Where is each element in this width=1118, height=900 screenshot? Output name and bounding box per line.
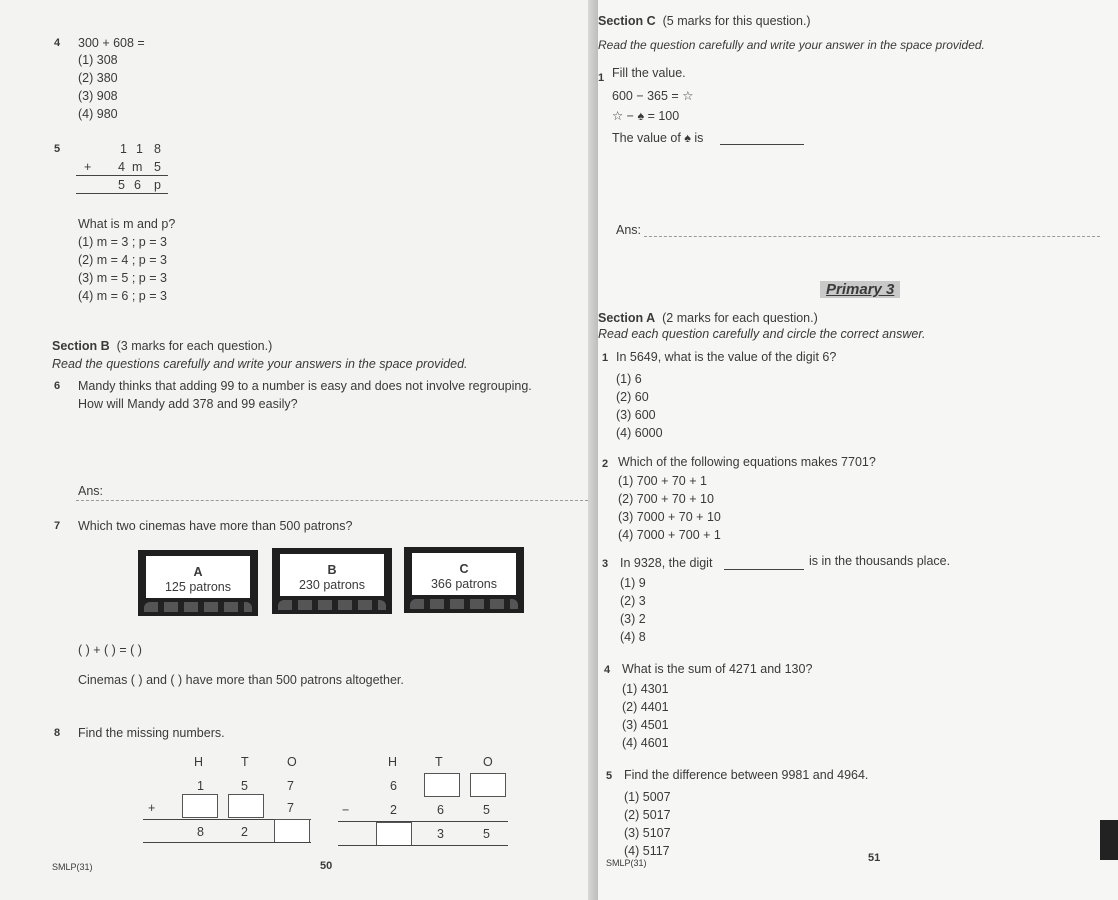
sum-line xyxy=(76,175,168,176)
value-prefix: The value of xyxy=(612,131,681,145)
section-marks: (2 marks for each question.) xyxy=(662,311,818,325)
option: (1) 308 xyxy=(78,53,118,67)
option: (3) 5107 xyxy=(624,826,671,840)
cinema-seats xyxy=(278,600,386,610)
question-text: Which two cinemas have more than 500 patrons? xyxy=(78,519,353,533)
question-text: Fill the value. xyxy=(612,66,686,80)
option: (1) 700 + 70 + 1 xyxy=(618,474,707,488)
sum-line xyxy=(143,842,311,843)
digit: 2 xyxy=(390,803,397,817)
cinema-label: C xyxy=(459,562,469,576)
digit: 1 xyxy=(197,779,204,793)
cinema-a xyxy=(138,550,258,616)
question-text: How will Mandy add 378 and 99 easily? xyxy=(78,397,298,411)
question-number: 8 xyxy=(54,727,61,739)
digit: 5 xyxy=(483,827,490,841)
digit: 2 xyxy=(241,825,248,839)
operator: − xyxy=(342,803,350,817)
option: (2) 700 + 70 + 10 xyxy=(618,492,714,506)
option: (4) m = 6 ; p = 3 xyxy=(78,289,167,303)
option: (4) 6000 xyxy=(616,426,663,440)
option: (2) m = 4 ; p = 3 xyxy=(78,253,167,267)
digit: 7 xyxy=(287,801,294,815)
option: (4) 4601 xyxy=(622,736,669,750)
option: (2) 380 xyxy=(78,71,118,85)
section-title: Section A xyxy=(598,311,656,325)
option: (1) m = 3 ; p = 3 xyxy=(78,235,167,249)
digit: 5 xyxy=(118,178,125,192)
digit: m xyxy=(132,160,143,174)
cinema-label: B xyxy=(327,563,337,577)
question-text: Which of the following equations makes 7701? xyxy=(618,455,876,469)
column-header: O xyxy=(287,755,297,769)
column-header: T xyxy=(435,755,443,769)
right-page xyxy=(598,0,1118,900)
question-number: 5 xyxy=(606,770,613,782)
question-number: 4 xyxy=(54,37,61,49)
option: (3) 7000 + 70 + 10 xyxy=(618,510,721,524)
option: (3) 2 xyxy=(620,612,646,626)
cinema-screen xyxy=(412,553,516,595)
question-text: In 9328, the digit xyxy=(620,556,713,570)
answer-sentence: Cinemas ( ) and ( ) have more than 500 patrons altogether. xyxy=(78,673,404,687)
question-number: 6 xyxy=(54,380,61,392)
value-prompt xyxy=(612,131,703,145)
option: (1) 4301 xyxy=(622,682,669,696)
digit: 6 xyxy=(134,178,141,192)
cinema-seats xyxy=(144,602,252,612)
section-heading xyxy=(598,14,811,28)
digit: 8 xyxy=(197,825,204,839)
cinema-label: A xyxy=(193,565,203,579)
question-number: 1 xyxy=(602,352,609,364)
question-number: 4 xyxy=(604,664,611,676)
cinema-patrons: 230 patrons xyxy=(298,578,366,592)
cinema-c xyxy=(404,547,524,613)
answer-line[interactable] xyxy=(76,500,588,501)
missing-number-box[interactable] xyxy=(274,819,310,843)
spade-icon: ♠ xyxy=(684,131,691,145)
option: (2) 60 xyxy=(616,390,649,404)
digit: 5 xyxy=(483,803,490,817)
option: (4) 5117 xyxy=(624,844,670,858)
question-text: Find the missing numbers. xyxy=(78,726,225,740)
question-text: Find the difference between 9981 and 4964. xyxy=(624,768,869,782)
column-header: H xyxy=(388,755,398,769)
cinema-b xyxy=(272,548,392,614)
digit: 7 xyxy=(287,779,294,793)
section-marks: (5 marks for this question.) xyxy=(662,14,811,28)
cinema-patrons: 366 patrons xyxy=(430,577,498,591)
cinema-screen xyxy=(280,554,384,596)
cinema-patrons: 125 patrons xyxy=(164,580,232,594)
page-clip xyxy=(1100,820,1118,860)
page-number: 51 xyxy=(868,852,881,864)
section-title: Section B xyxy=(52,339,110,353)
option: (4) 8 xyxy=(620,630,646,644)
footer-code: SMLP(31) xyxy=(52,862,93,872)
cinema-screen xyxy=(146,556,250,598)
sum-line xyxy=(76,193,168,194)
option: (2) 4401 xyxy=(622,700,669,714)
option: (3) m = 5 ; p = 3 xyxy=(78,271,167,285)
equation: ☆ − ♠ = 100 xyxy=(612,109,680,123)
missing-number-box[interactable] xyxy=(470,773,506,797)
option: (4) 980 xyxy=(78,107,118,121)
question-text: 300 + 608 = xyxy=(78,36,145,50)
digit: 3 xyxy=(437,827,444,841)
section-heading xyxy=(598,311,818,325)
page-number: 50 xyxy=(320,860,333,872)
question-number: 5 xyxy=(54,143,61,155)
question-number: 1 xyxy=(598,72,605,84)
digit: 6 xyxy=(390,779,397,793)
question-text: In 5649, what is the value of the digit 6? xyxy=(616,350,837,364)
missing-number-box[interactable] xyxy=(376,822,412,846)
digit: 6 xyxy=(437,803,444,817)
footer-code: SMLP(31) xyxy=(606,858,647,868)
operator: + xyxy=(84,160,92,174)
answer-line[interactable] xyxy=(644,236,1100,237)
column-header: H xyxy=(194,755,204,769)
column-header: T xyxy=(241,755,249,769)
option: (3) 4501 xyxy=(622,718,669,732)
digit: 1 xyxy=(136,142,143,156)
question-number: 2 xyxy=(602,458,609,470)
sum-line xyxy=(338,821,508,822)
option: (1) 9 xyxy=(620,576,646,590)
missing-number-box[interactable] xyxy=(182,794,218,818)
option: (1) 6 xyxy=(616,372,642,386)
digit: 4 xyxy=(118,160,125,174)
section-heading xyxy=(52,339,272,353)
option: (4) 7000 + 700 + 1 xyxy=(618,528,721,542)
digit: 8 xyxy=(154,142,161,156)
section-marks: (3 marks for each question.) xyxy=(116,339,273,353)
option: (1) 5007 xyxy=(624,790,671,804)
section-instruction: Read the questions carefully and write your answers in the space provided. xyxy=(52,357,468,371)
option: (2) 3 xyxy=(620,594,646,608)
cinema-seats xyxy=(410,599,518,609)
digit: 1 xyxy=(120,142,127,156)
grade-banner: Primary 3 xyxy=(820,281,900,298)
section-instruction: Read the question carefully and write your answer in the space provided. xyxy=(598,38,985,52)
digit: p xyxy=(154,178,161,192)
column-header: O xyxy=(483,755,493,769)
answer-blank[interactable] xyxy=(724,557,804,570)
answer-label: Ans: xyxy=(78,484,104,498)
answer-blank[interactable] xyxy=(720,132,804,145)
question-text: What is m and p? xyxy=(78,217,176,231)
equation: ( ) + ( ) = ( ) xyxy=(78,643,142,657)
question-text: Mandy thinks that adding 99 to a number is easy and does not involve regrouping. xyxy=(78,379,532,393)
option: (3) 600 xyxy=(616,408,656,422)
missing-number-box[interactable] xyxy=(228,794,264,818)
sum-line xyxy=(338,845,508,846)
operator: + xyxy=(148,801,156,815)
question-number: 3 xyxy=(602,558,609,570)
question-text: What is the sum of 4271 and 130? xyxy=(622,662,813,676)
digit: 5 xyxy=(154,160,161,174)
value-suffix: is xyxy=(694,131,704,145)
question-number: 7 xyxy=(54,520,61,532)
section-title: Section C xyxy=(598,14,656,28)
question-text: is in the thousands place. xyxy=(809,554,951,568)
missing-number-box[interactable] xyxy=(424,773,460,797)
option: (2) 5017 xyxy=(624,808,671,822)
equation: 600 − 365 = ☆ xyxy=(612,89,694,103)
option: (3) 908 xyxy=(78,89,118,103)
digit: 5 xyxy=(241,779,248,793)
section-instruction: Read each question carefully and circle the correct answer. xyxy=(598,327,926,341)
answer-label: Ans: xyxy=(616,223,642,237)
